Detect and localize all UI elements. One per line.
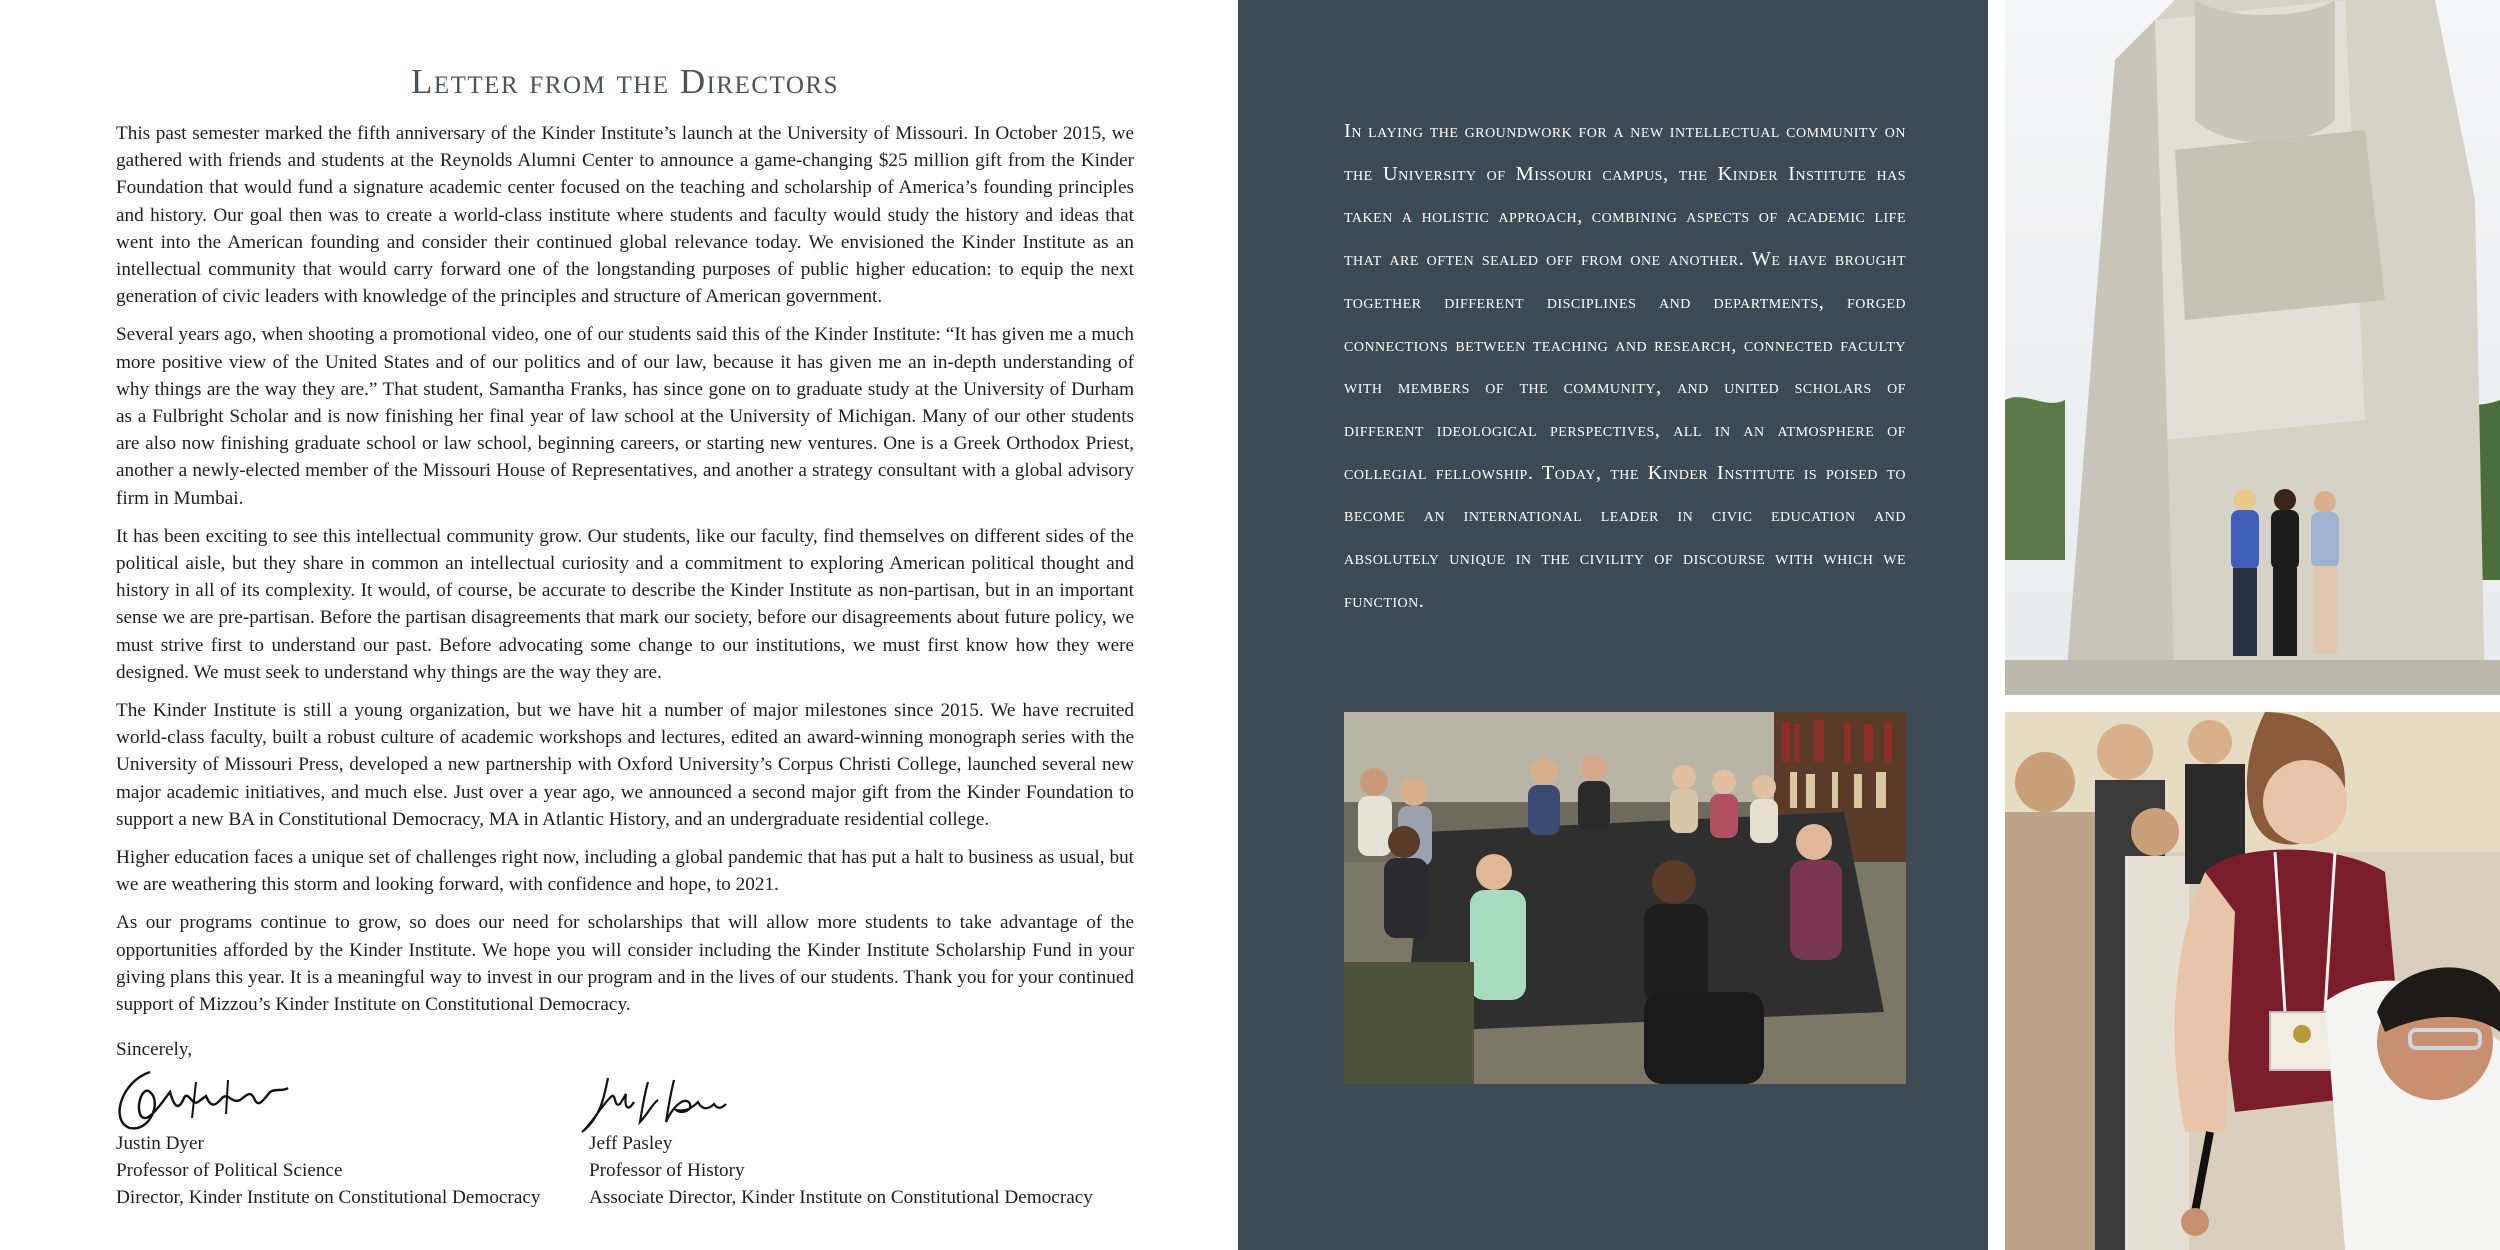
letter-body (116, 120, 1134, 1029)
signatory-block (589, 1130, 1093, 1211)
students-event-photo (2005, 712, 2500, 1250)
letter-paragraph: As our programs continue to grow, so does our need for scholarships that will allow more students to take advantage of the opportunities afforded by the Kinder Institute. We hope you will consider including the Kinder Institute Scholarship Fund in your giving plans this year. It is a meaningful way to invest in our program and in the lives of our students. Thank you for your continued support of Mizzou’s Kinder Institute on Constitutional Democracy. (116, 912, 1134, 1016)
letter-page (0, 0, 1238, 1250)
signatory-title: Professor of History (589, 1160, 745, 1181)
letter-closing: Sincerely, (116, 1039, 193, 1060)
signatory-role: Associate Director, Kinder Institute on Constitutional Democracy (589, 1187, 1093, 1208)
letter-paragraph: Higher education faces a unique set of challenges right now, including a global pandemic that has put a halt to business as usual, but we are weathering this storm and looking forward, with confidence and hope, to 2021. (116, 847, 1134, 896)
signatory-name: Justin Dyer (116, 1133, 204, 1154)
classroom-photo (1344, 712, 1906, 1084)
sidebar-panel (1238, 0, 1988, 1250)
signatory-title: Professor of Political Science (116, 1160, 343, 1181)
letter-paragraph: This past semester marked the fifth anniversary of the Kinder Institute’s launch at the University of Missouri. In October 2015, we gathered with friends and students at the Reynolds Alumni Center to announce a game-changing $25 million gift from the Kinder Foundation that would fund a signature academic center focused on the teaching and scholarship of America’s founding principles and history. Our goal then was to create a world-class institute where students and faculty would study the history and ideas that went into the American founding and consider their continued global relevance today. We envisioned the Kinder Institute as an intellectual community that would carry forward one of the longstanding purposes of public higher education: to equip the next generation of civic leaders with knowledge of the principles and structure of American government. (116, 123, 1134, 308)
signature-justin-dyer (110, 1062, 300, 1134)
signatory-name: Jeff Pasley (589, 1133, 673, 1154)
pull-quote: In laying the groundwork for a new intellectual community on the University of Missouri campus, the Kinder Institute has taken a holistic approach, combining aspects of academic life that are often sealed off from one another. We have brought together different disciplines and departments, forged connections between teaching and research, connected faculty with members of the community, and united scholars of different ideological perspectives, all in an atmosphere of collegial fellowship. Today, the Kinder Institute is poised to become an international leader in civic education and absolutely unique in the civility of discourse with which we function. (1344, 120, 1906, 612)
letter-paragraph: It has been exciting to see this intellectual community grow. Our students, like our faculty, find themselves on different sides of the political aisle, but they share in common an intellectual curiosity and a commitment to exploring American political thought and history in all of its complexity. It would, of course, be accurate to describe the Kinder Institute as non-partisan, but in an important sense we are pre-partisan. Before the partisan disagreements that mark our society, before our disagreements about future policy, we must strive first to understand our past. Before advocating some change to our institutions, we must first know how they were designed. We must seek to understand why things are the way they are. (116, 525, 1134, 683)
signatory-block (116, 1130, 540, 1211)
letter-paragraph: The Kinder Institute is still a young organization, but we have hit a number of major milestones since 2015. We have recruited world-class faculty, built a robust culture of academic workshops and lectures, edited an award-winning monograph series with the University of Missouri Press, developed a new partnership with Oxford University’s Corpus Christi College, launched several new major academic initiatives, and much else. Just over a year ago, we announced a second major gift from the Kinder Foundation to support a new BA in Constitutional Democracy, MA in Atlantic History, and an undergraduate residential college. (116, 700, 1134, 830)
mlk-memorial-photo (2005, 0, 2500, 695)
letter-paragraph: Several years ago, when shooting a promotional video, one of our students said this of the Kinder Institute: “It has given me a much more positive view of the United States and of our politics and of our law, because it has given me an in-depth understanding of why things are the way they are.” That student, Samantha Franks, has since gone on to graduate study at the University of Durham as a Fulbright Scholar and is now finishing her final year of law school at the University of Michigan. Many of our other students are also now finishing graduate school or law school, beginning careers, or starting new ventures. One is a Greek Orthodox Priest, another a newly-elected member of the Missouri House of Representatives, and another a strategy consultant with a global advisory firm in Mumbai. (116, 324, 1134, 509)
letter-title: Letter from the Directors (410, 62, 840, 101)
signature-jeff-pasley (578, 1074, 728, 1136)
signatory-role: Director, Kinder Institute on Constitutional Democracy (116, 1187, 541, 1208)
